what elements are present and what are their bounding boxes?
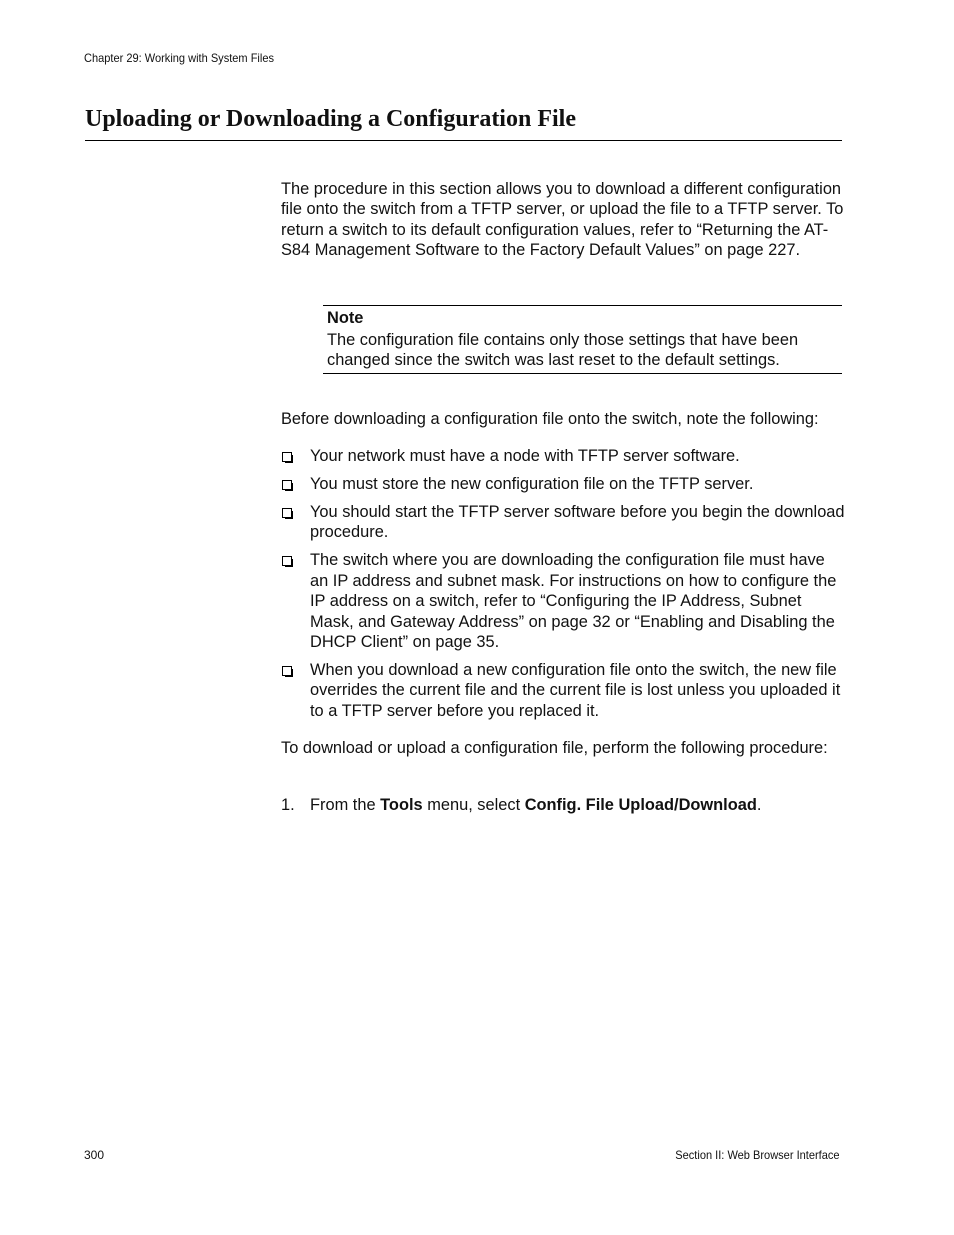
chapter-header: Chapter 29: Working with System Files <box>84 51 275 65</box>
before-paragraph: Before downloading a configuration file onto the switch, note the following: <box>281 410 819 428</box>
step-suffix: . <box>756 796 762 814</box>
checkbox-bullet-icon <box>282 556 292 566</box>
list-item-text: You must store the new configuration file on the TFTP server. <box>310 475 754 493</box>
procedure-intro: To download or upload a configuration file, perform the following procedure: <box>281 739 828 757</box>
step-text <box>310 795 761 815</box>
list-item <box>281 502 846 543</box>
note-text: The configuration file contains only those settings that have been changed since the switch was last reset to the default settings. <box>327 331 799 370</box>
note-title: Note <box>327 309 364 327</box>
step-number: 1. <box>281 796 295 814</box>
step-prefix: From the <box>310 796 381 814</box>
list-item <box>281 446 846 466</box>
checkbox-bullet-icon <box>282 666 292 676</box>
intro-paragraph: The procedure in this section allows you to download a different configuration file onto the switch from a TFTP server, or upload the file to a TFTP server. To return a switch to its default configuration values, refer to “Returning the AT-S84 Management Software to the Factory Default Values” on page 227. <box>281 180 844 260</box>
footer-section: Section II: Web Browser Interface <box>675 1148 840 1162</box>
menu-name: Tools <box>380 796 423 814</box>
list-item <box>281 550 846 652</box>
title-divider <box>85 140 842 141</box>
list-item-text: Your network must have a node with TFTP server software. <box>310 447 740 465</box>
checkbox-bullet-icon <box>282 508 292 518</box>
checkbox-bullet-icon <box>282 480 292 490</box>
menu-item-name: Config. File Upload/Download <box>524 796 757 814</box>
note-box <box>323 305 842 374</box>
requirements-list <box>281 446 846 729</box>
list-item <box>281 474 846 494</box>
page-number: 300 <box>84 1148 105 1162</box>
list-item <box>281 660 846 721</box>
list-item-text: You should start the TFTP server software before you begin the download procedure. <box>310 503 845 542</box>
list-item-text: The switch where you are downloading the configuration file must have an IP address and subnet mask. For instructions on how to configure the IP address on a switch, refer to “Configuring the IP Address, Subnet Mask, and Gateway Address” on page 32 or “Enabling and Disabling the DHCP Client” on page 35. <box>310 551 837 652</box>
section-title: Uploading or Downloading a Configuration File <box>85 106 576 132</box>
checkbox-bullet-icon <box>282 452 292 462</box>
list-item-text: When you download a new configuration file onto the switch, the new file overrides the current file and the current file is lost unless you uploaded it to a TFTP server before you replaced it. <box>310 661 841 720</box>
step-middle: menu, select <box>422 796 525 814</box>
